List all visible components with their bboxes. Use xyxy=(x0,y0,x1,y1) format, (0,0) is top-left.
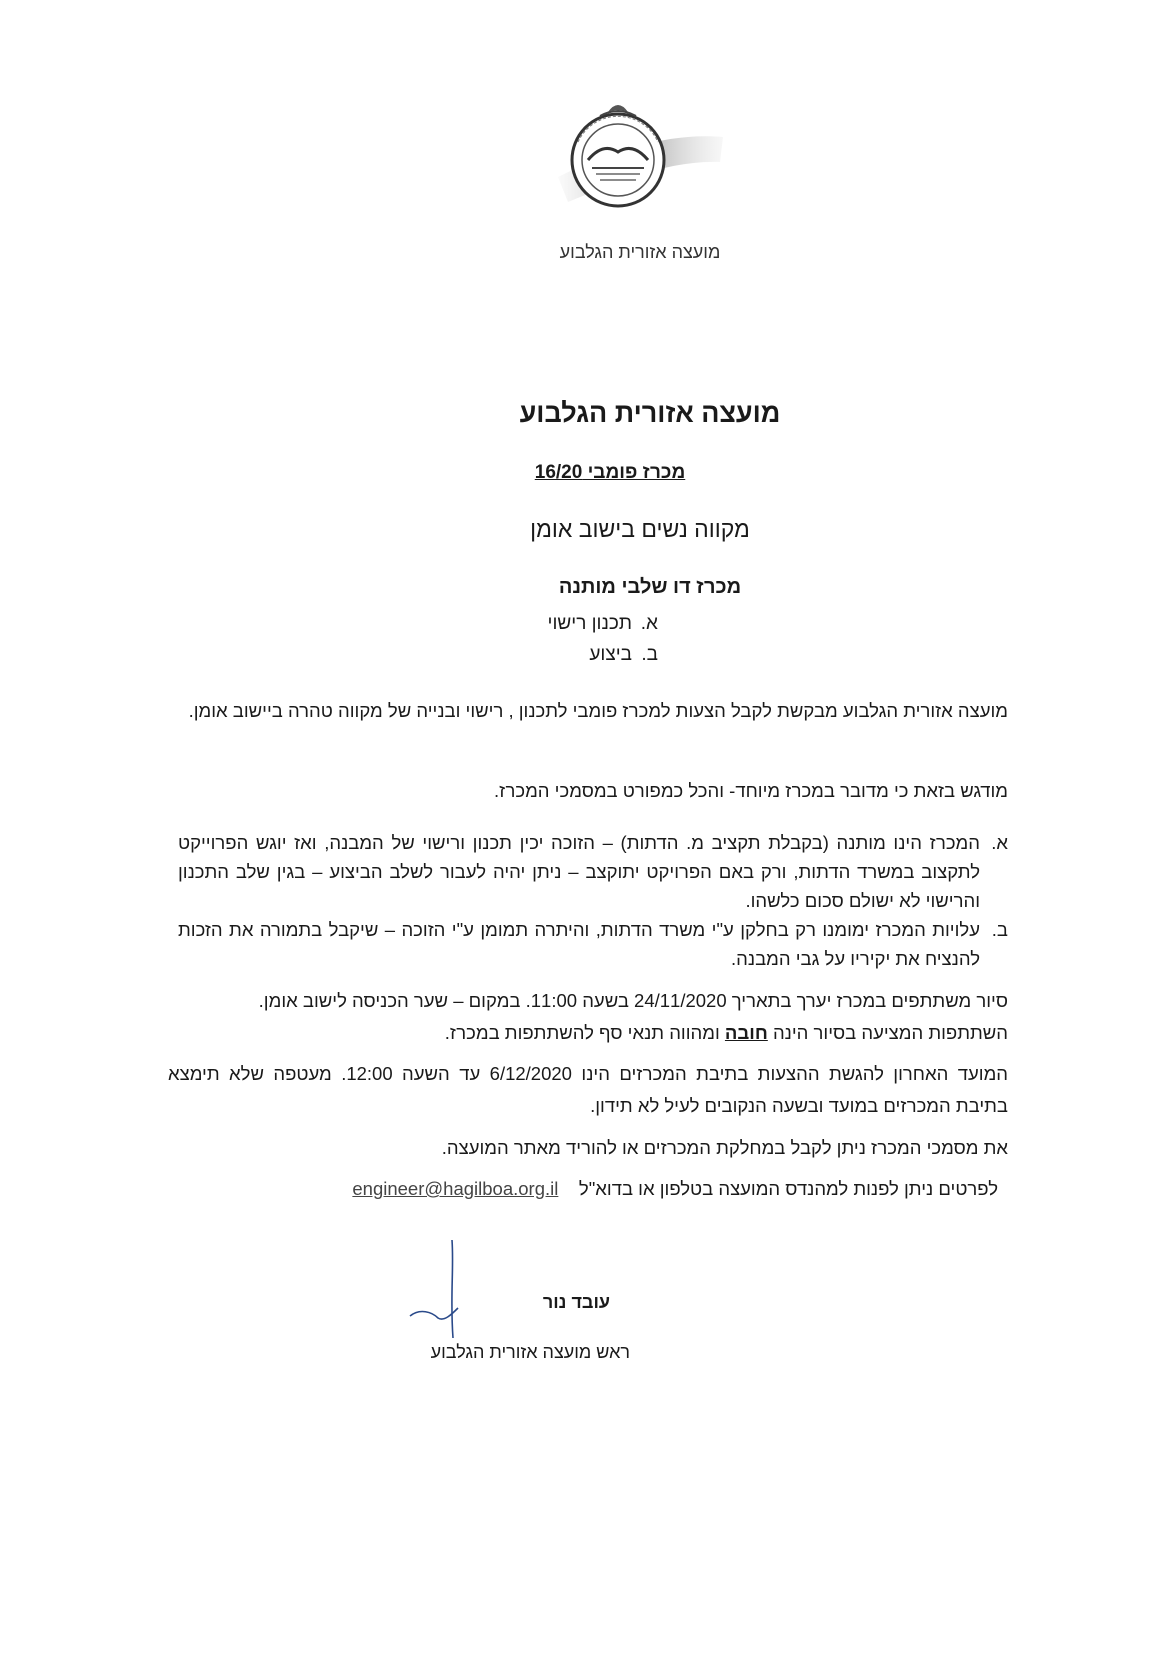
stage-text: תכנון רישוי xyxy=(547,613,632,634)
tender-subject: מקווה נשים בישוב אומן xyxy=(530,516,750,542)
council-seal-icon xyxy=(548,82,728,232)
stage-text: ביצוע xyxy=(589,644,632,665)
condition-text: עלויות המכרז ימומנו רק בחלקן ע"י משרד הדתות, והיתרה תמומן ע"י הזוכה – שיקבל בתמורה את הזכות להנציח את יקיריו על גבי המבנה. xyxy=(178,919,980,969)
seal-caption: מועצה אזורית הגלבוע xyxy=(559,242,721,262)
contact-line xyxy=(352,1178,998,1200)
list-marker: ב. xyxy=(641,644,658,665)
list-item xyxy=(548,608,658,639)
signer-role: ראש מועצה אזורית הגלבוע xyxy=(430,1342,630,1362)
tour-line: סיור משתתפים במכרז יערך בתאריך 24/11/2020 בשעה 11:00. במקום – שער הכניסה לישוב אומן. xyxy=(258,990,1008,1011)
intro-paragraph: מועצה אזורית הגלבוע מבקשת לקבל הצעות למכרז פומבי לתכנון , רישוי ובנייה של מקווה טהרה ביישוב אומן. xyxy=(188,700,1008,721)
tour-text: ומהווה תנאי סף להשתתפות במכרז. xyxy=(444,1022,720,1043)
tender-number: מכרז פומבי 16/20 xyxy=(534,462,686,483)
list-marker: ב. xyxy=(991,919,1008,940)
contact-email-link[interactable]: engineer@hagilboa.org.il xyxy=(352,1178,559,1199)
tour-text: השתתפות המציעה בסיור הינה xyxy=(772,1022,1008,1043)
tour-paragraph xyxy=(168,985,1008,1049)
condition-text: המכרז הינו מותנה (בקבלת תקציב מ. הדתות) – הזוכה יכין תכנון ורישוי של המבנה, ואז יוגש הפרוייקט לתקצוב במשרד הדתות, ורק באם הפרויקט יתוקצב – ניתן יהיה לעבור לשלב הביצוע – בגין שלב התכנון והרישוי לא ישולם סכום כלשהו. xyxy=(178,832,980,911)
list-item xyxy=(178,828,1008,915)
emphasis-paragraph: מודגש בזאת כי מדובר במכרז מיוחד- והכל כמפורט במסמכי המכרז. xyxy=(494,780,1008,801)
deadline-paragraph: המועד האחרון להגשת ההצעות בתיבת המכרזים הינו 6/12/2020 עד השעה 12:00. מעטפה שלא תימצא בתיבת המכרזים במועד ובשעה הנקובים לעיל לא תידון. xyxy=(168,1063,1008,1116)
list-item xyxy=(548,639,658,670)
list-marker: א. xyxy=(640,613,658,634)
stages-list xyxy=(548,608,658,670)
tour-line-mandatory xyxy=(168,1017,1008,1049)
handwritten-signature-icon xyxy=(408,1238,498,1348)
mandatory-word: חובה xyxy=(724,1022,768,1043)
documents-paragraph: את מסמכי המכרז ניתן לקבל במחלקת המכרזים או להוריד מאתר המועצה. xyxy=(441,1137,1008,1158)
conditions-list xyxy=(178,828,1008,973)
stages-heading: מכרז דו שלבי מותנה xyxy=(558,576,742,598)
list-item xyxy=(178,915,1008,973)
list-marker: א. xyxy=(991,832,1008,853)
contact-text: לפרטים ניתן לפנות למהנדס המועצה בטלפון או בדוא"ל xyxy=(578,1178,998,1199)
page-title: מועצה אזורית הגלבוע xyxy=(519,398,781,428)
signer-name: עובד נור xyxy=(542,1292,610,1312)
